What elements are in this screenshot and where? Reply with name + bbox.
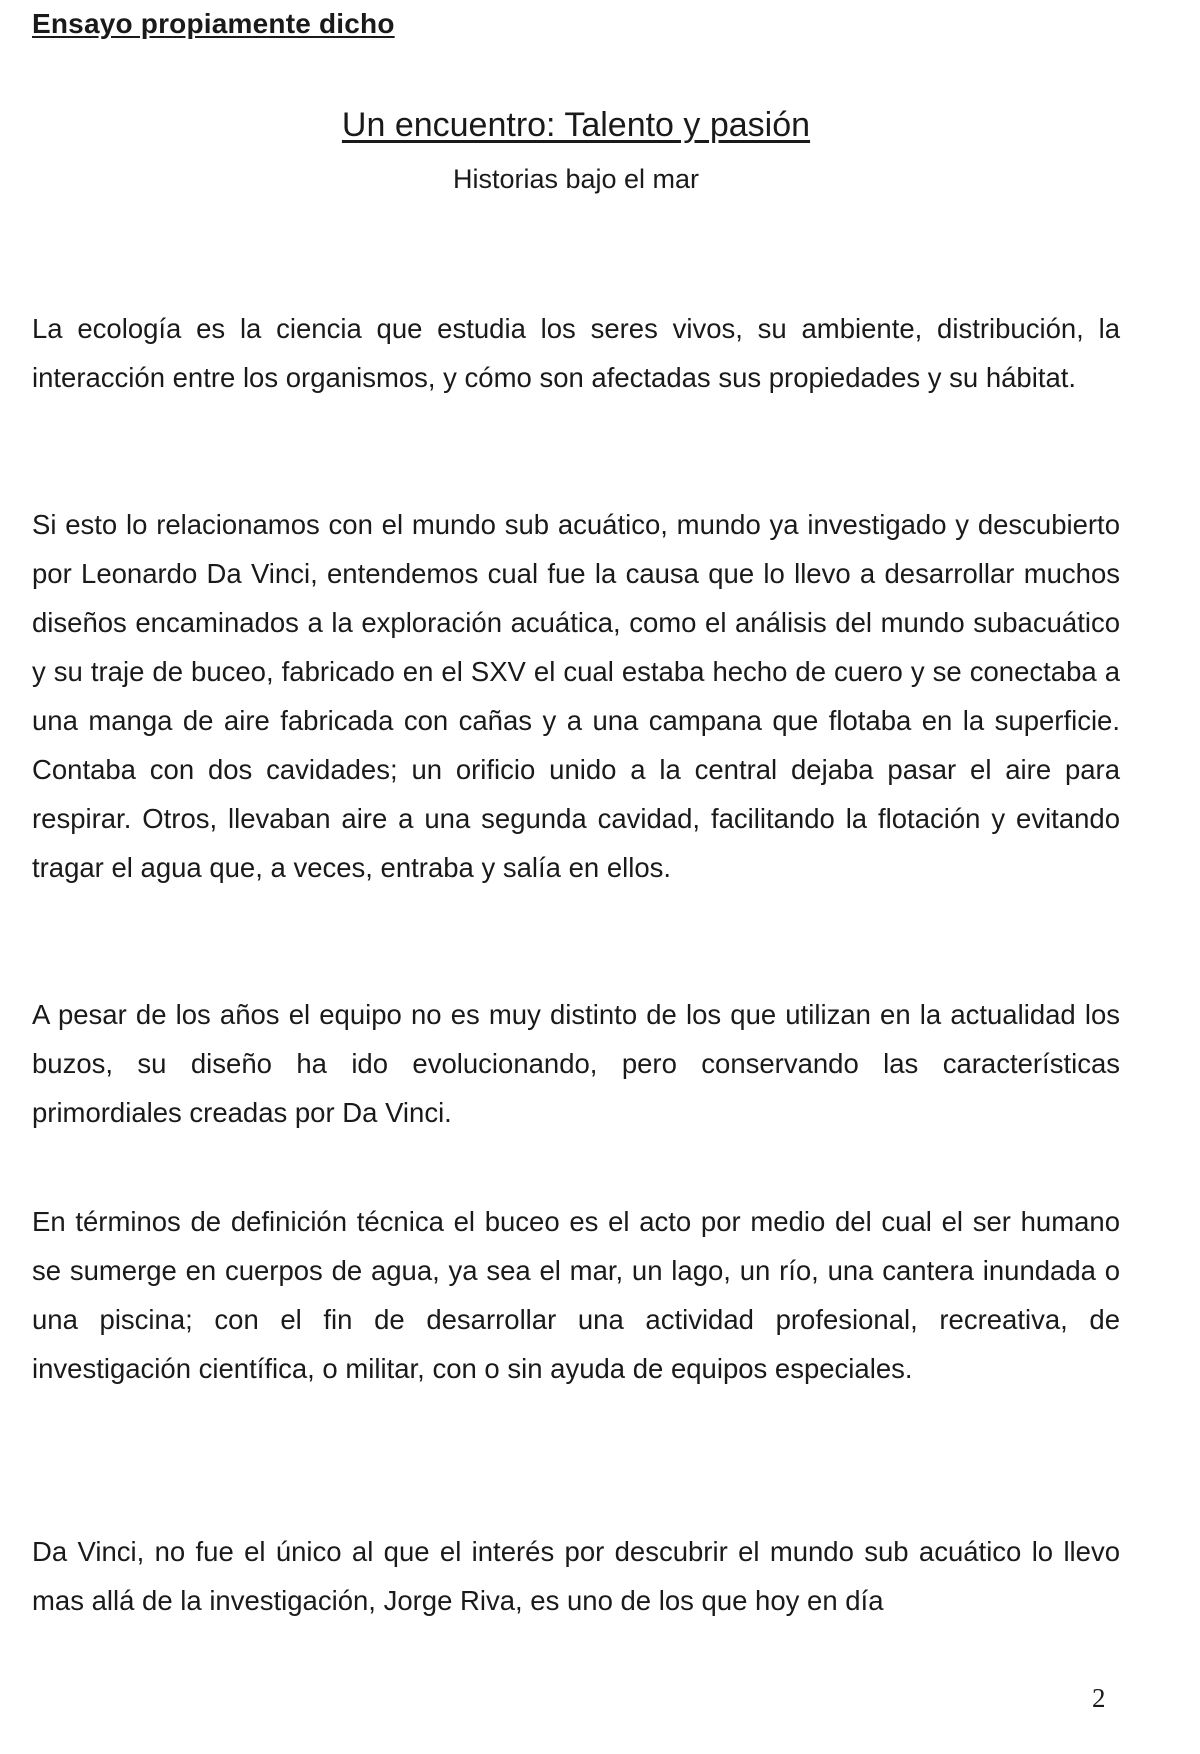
paragraph-diving-definition: En términos de definición técnica el buceo es el acto por medio del cual el ser humano se sumerge en cuerpos de agua, ya sea el mar, un lago, un río, una cantera inundada o una piscina; con el fin de desarrollar una actividad profesional, recreativa, de investigación científica, o militar, con o sin ayuda de equipos especiales. bbox=[32, 1206, 1120, 1384]
paragraph-jorge-riva: Da Vinci, no fue el único al que el interés por descubrir el mundo sub acuático lo llevo mas allá de la investigación, Jorge Riva, es uno de los que hoy en día bbox=[32, 1536, 1120, 1616]
essay-subtitle: Historias bajo el mar bbox=[452, 164, 700, 194]
page-number: 2 bbox=[1092, 1683, 1106, 1713]
section-heading: Ensayo propiamente dicho bbox=[32, 8, 395, 39]
paragraph-equipment-evolution: A pesar de los años el equipo no es muy distinto de los que utilizan en la actualidad los buzos, su diseño ha ido evolucionando, pero conservando las características primordiales creadas por Da Vinci. bbox=[32, 999, 1120, 1128]
paragraph-ecology-definition: La ecología es la ciencia que estudia los seres vivos, su ambiente, distribución, la interacción entre los organismos, y cómo son afectadas sus propiedades y su hábitat. bbox=[32, 313, 1120, 393]
essay-title: Un encuentro: Talento y pasión bbox=[341, 106, 811, 144]
paragraph-da-vinci-diving-suit: Si esto lo relacionamos con el mundo sub acuático, mundo ya investigado y descubierto por Leonardo Da Vinci, entendemos cual fue la causa que lo llevo a desarrollar muchos diseños encaminados a la exploración acuática, como el análisis del mundo subacuático y su traje de buceo, fabricado en el SXV el cual estaba hecho de cuero y se conectaba a una manga de aire fabricada con cañas y a una campana que flotaba en la superficie. Contaba con dos cavidades; un orificio unido a la central dejaba pasar el aire para respirar. Otros, llevaban aire a una segunda cavidad, facilitando la flotación y evitando tragar el agua que, a veces, entraba y salía en ellos. bbox=[32, 509, 1120, 883]
